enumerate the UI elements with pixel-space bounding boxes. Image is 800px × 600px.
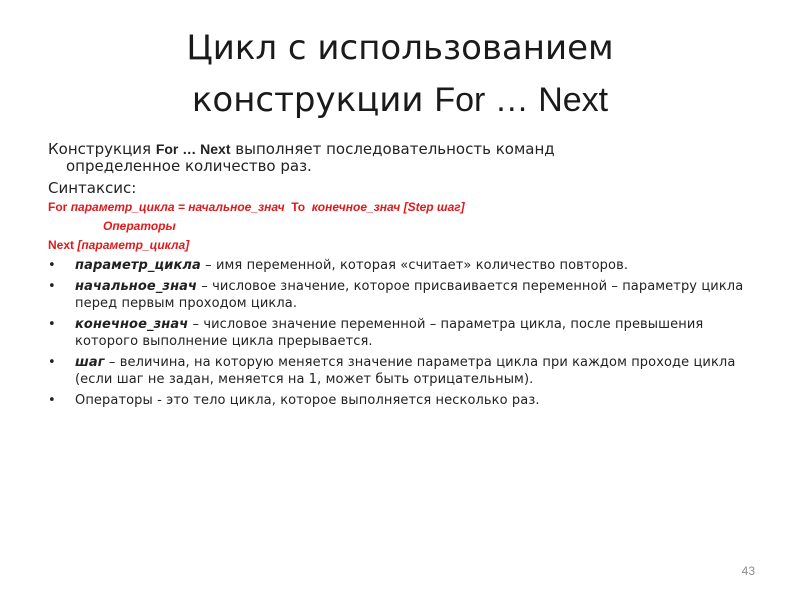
slide-body	[48, 141, 768, 413]
bullet-text: – имя переменной, которая «считает» количество повторов.	[200, 258, 629, 273]
bullet-icon: •	[48, 317, 56, 332]
bullet-text: – числовое значение переменной – параметра цикла, после превышения которого выполнение цикла прерывается.	[75, 317, 704, 349]
bullet-term: параметр_цикла	[75, 258, 201, 273]
title-line-2-prefix: конструкции	[191, 80, 435, 120]
code-param: параметр_цикла = начальное_знач	[70, 200, 285, 214]
syntax-code	[48, 198, 768, 255]
bullet-icon: •	[48, 355, 56, 370]
title-for-next: For … Next	[434, 81, 609, 119]
bullet-text: – величина, на которую меняется значение параметра цикла при каждом проходе цикла (если шаг не задан, меняется на 1, может быть отрицательным).	[75, 355, 736, 387]
code-for: For	[48, 200, 68, 214]
title-line-2	[60, 74, 740, 126]
code-next: Next	[48, 238, 75, 252]
bullet-list	[48, 257, 768, 409]
bullet-term: шаг	[75, 355, 105, 370]
list-item	[48, 278, 768, 312]
bullet-text: – числовое значение, которое присваивается переменной – параметру цикла перед первым проходом цикла.	[75, 279, 744, 311]
intro-keyword: For … Next	[155, 141, 231, 157]
list-item	[48, 257, 768, 274]
bullet-icon: •	[48, 258, 56, 273]
list-item	[48, 392, 768, 409]
page-number: 43	[741, 564, 755, 578]
title-line-1: Цикл с использованием	[186, 28, 614, 68]
list-item	[48, 354, 768, 388]
intro-line-2: определенное количество раз.	[66, 157, 312, 175]
slide-title	[60, 22, 740, 126]
list-item	[48, 316, 768, 350]
code-to: To	[291, 200, 306, 214]
code-line-1	[48, 198, 768, 217]
code-end-value: конечное_знач	[311, 200, 401, 214]
code-next-param: [параметр_цикла]	[77, 238, 190, 252]
code-step: [Step шаг]	[403, 200, 465, 214]
intro-paragraph	[48, 141, 768, 175]
bullet-text: Операторы - это тело цикла, которое выполняется несколько раз.	[75, 393, 540, 408]
code-line-2: Операторы	[103, 219, 176, 233]
bullet-term: конечное_знач	[75, 317, 189, 332]
code-line-3	[48, 236, 768, 255]
bullet-icon: •	[48, 393, 56, 408]
intro-prefix: Конструкция	[48, 140, 156, 158]
bullet-term: начальное_знач	[75, 279, 198, 294]
syntax-label: Синтаксис:	[48, 179, 137, 197]
intro-rest: выполняет последовательность команд	[230, 140, 555, 158]
bullet-icon: •	[48, 279, 56, 294]
